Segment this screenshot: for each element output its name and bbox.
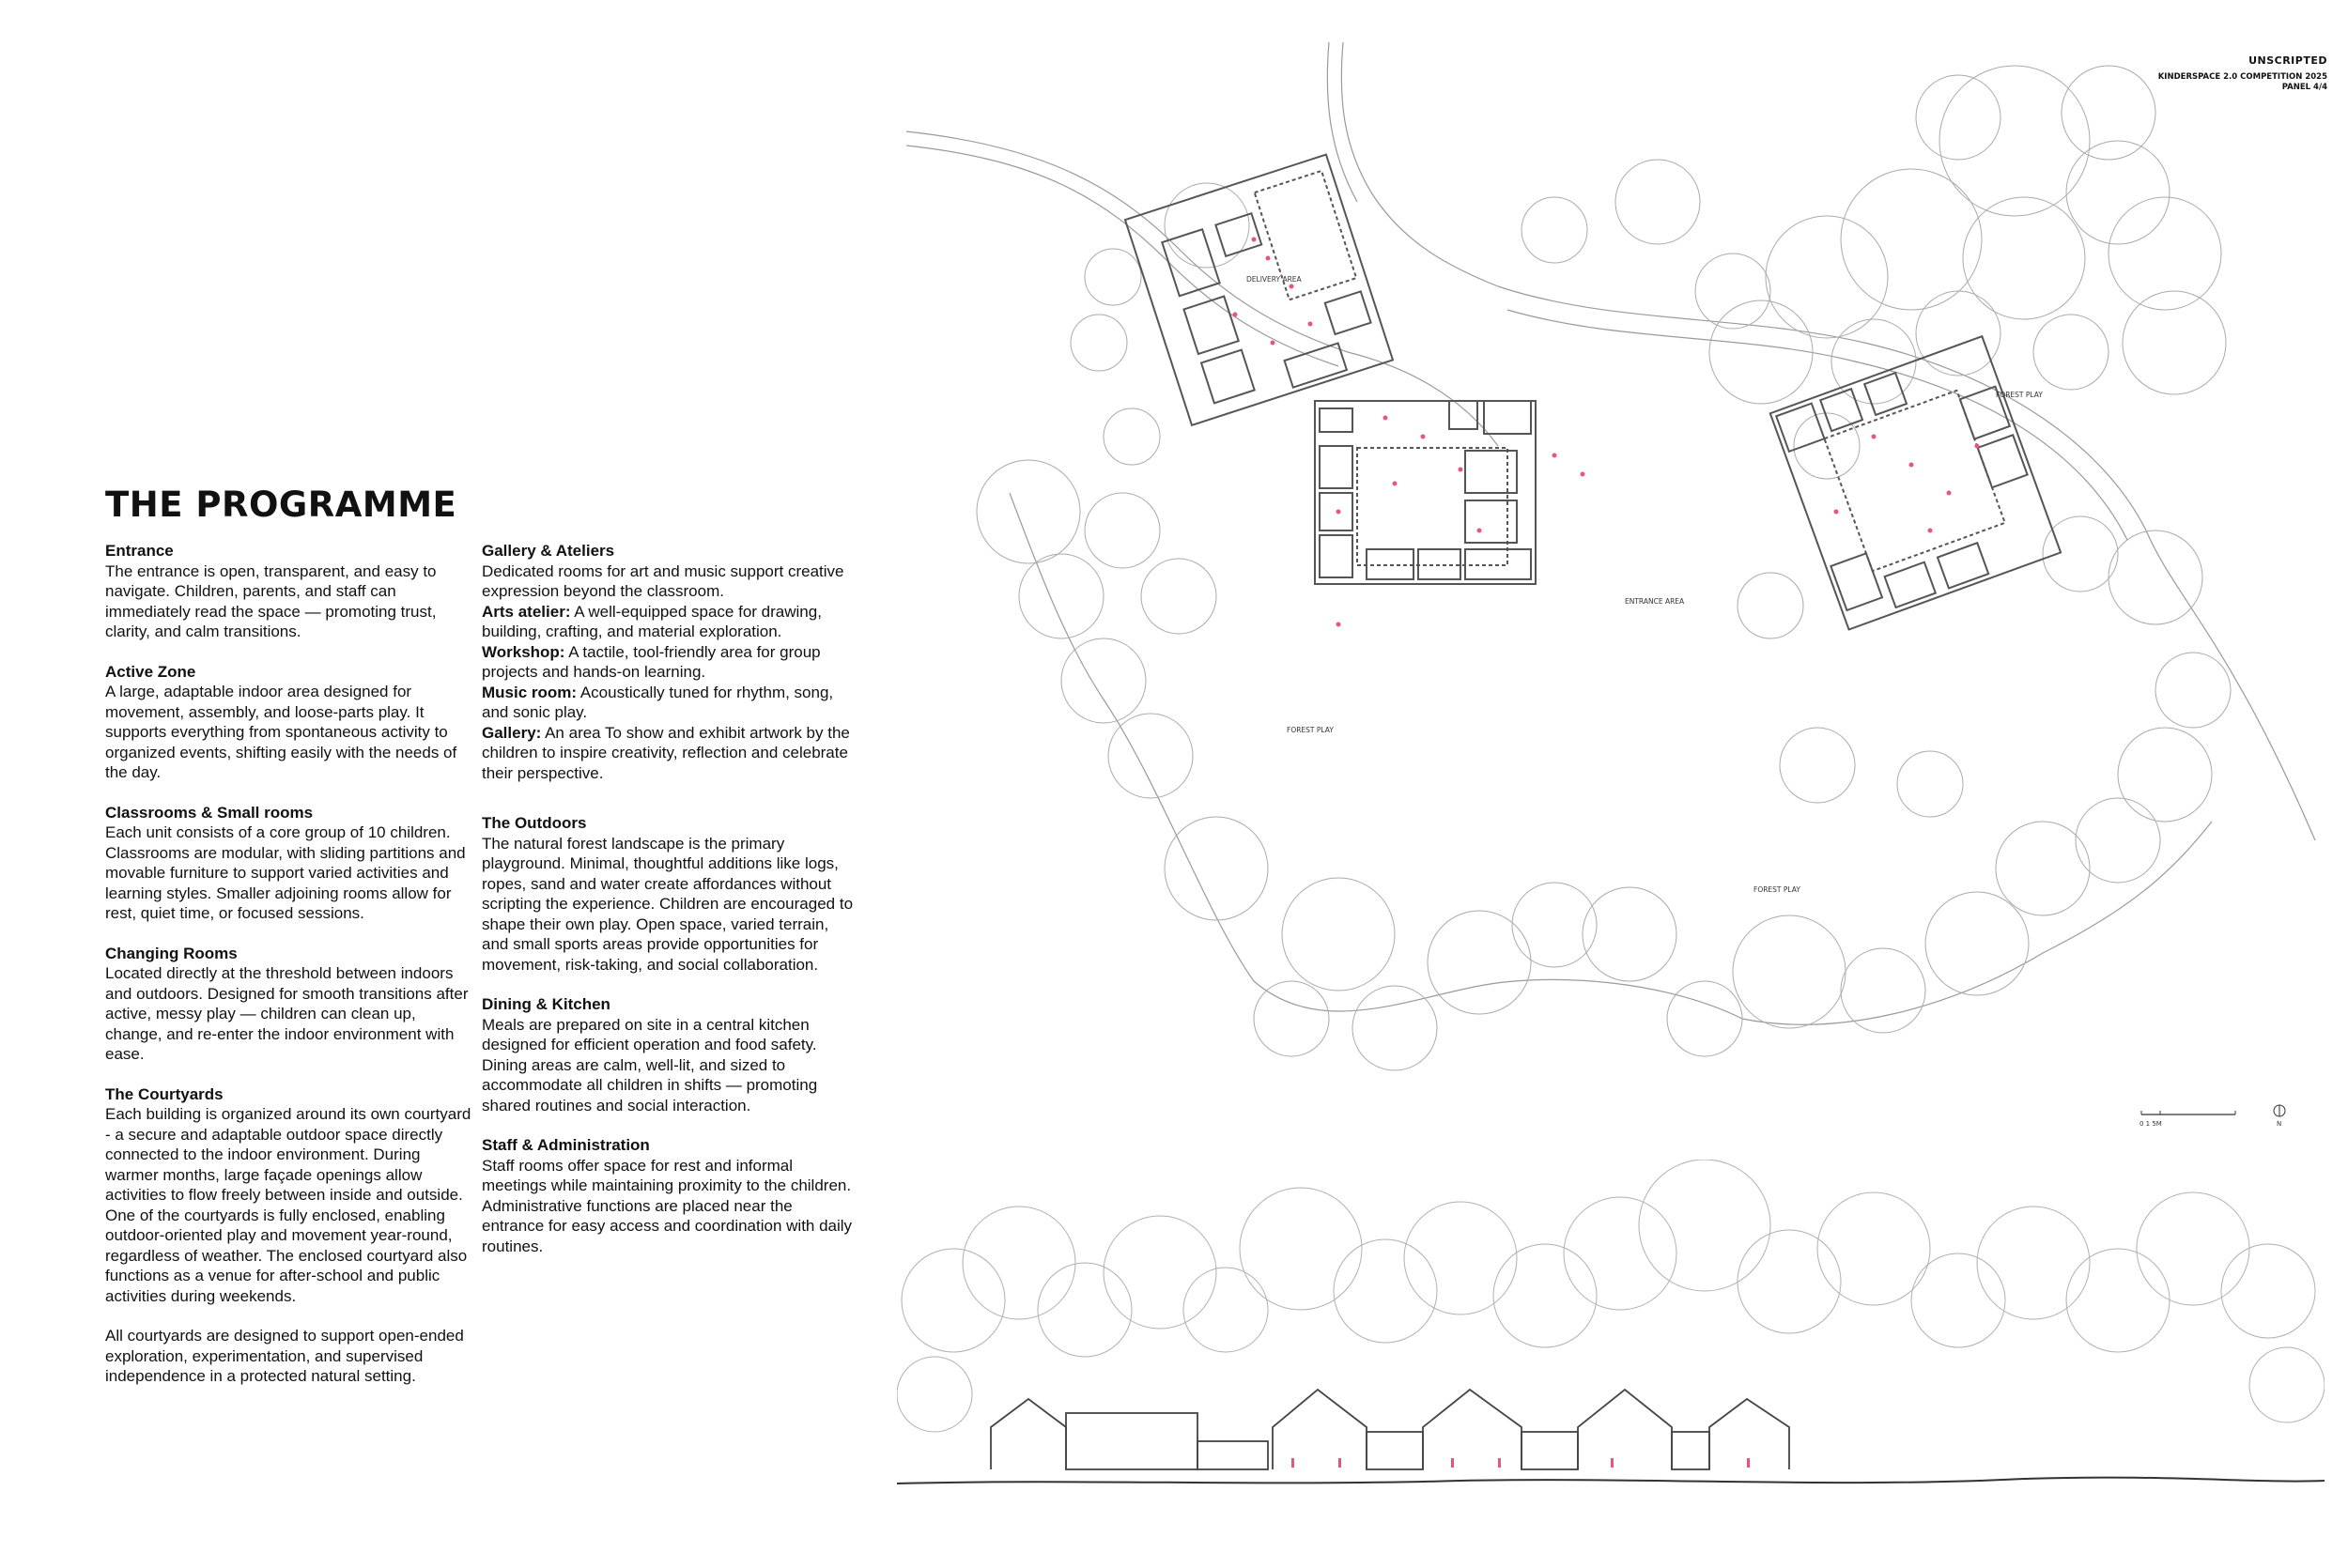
- label-forest-play-se: FOREST PLAY: [1753, 885, 1800, 894]
- section-body: Each building is organized around its own courtyard - a secure and adaptable outdoor space directly connected to the indoor environment. During warmer months, large façade openings allow activities to flow freely between inside and outside. One of the courtyards is fully enclosed, enabling outdoor-oriented play and movement year-round, regardless of weather. The enclosed courtyard also functions as a venue for after-school and public activities during weekends.: [105, 1105, 471, 1305]
- right-column: [482, 541, 857, 1276]
- section-heading: Dining & Kitchen: [482, 995, 610, 1013]
- site-plan: [897, 42, 2325, 1136]
- site-paths: [906, 42, 2315, 1024]
- panel-number: PANEL 4/4: [2281, 83, 2327, 92]
- section-entrance: [105, 541, 471, 642]
- item-label: Arts atelier:: [482, 602, 571, 621]
- section-staff: [482, 1135, 857, 1256]
- section-heading: The Courtyards: [105, 1084, 224, 1103]
- section-courtyards: [105, 1084, 471, 1387]
- section-body: Dedicated rooms for art and music support creative expression beyond the classroom.: [482, 561, 844, 600]
- section-active-zone: [105, 662, 471, 783]
- label-forest-play-w: FOREST PLAY: [1287, 726, 1334, 734]
- page-title: THE PROGRAMME: [105, 484, 457, 525]
- ground-line: [897, 1478, 2325, 1483]
- item-label: Workshop:: [482, 642, 565, 661]
- section-body: Located directly at the threshold between indoors and outdoors. Designed for smooth transitions after active, messy play — children can clean up, change, and re-enter the indoor environment with ease.: [105, 964, 469, 1063]
- music-room-item: [482, 683, 857, 723]
- competition-line: KINDERSPACE 2.0 COMPETITION 2025: [2157, 72, 2327, 82]
- building-central: [1315, 401, 1536, 584]
- section-trees: [897, 1160, 2325, 1432]
- building-east: [1770, 336, 2061, 629]
- item-text: Acoustically tuned for rhythm, song, and sonic play.: [482, 683, 834, 721]
- section-buildings: [991, 1390, 1789, 1469]
- left-column: [105, 541, 471, 1407]
- scale-label: 0 1 5M: [2139, 1120, 2162, 1128]
- label-forest-play-ne: FOREST PLAY: [1996, 391, 2043, 399]
- gallery-item: [482, 723, 857, 784]
- section-heading: Changing Rooms: [105, 944, 238, 962]
- site-section: [897, 1160, 2325, 1526]
- item-label: Gallery:: [482, 723, 542, 742]
- section-body: The natural forest landscape is the primary playground. Minimal, thoughtful additions like logs, ropes, sand and water create affordances without scripting the experience. Children are encouraged to shape their own play. Open space, varied terrain, and small sports areas provide opportunities for movement, risk-taking, and social collaboration.: [482, 834, 854, 974]
- section-outdoors: [482, 813, 857, 975]
- label-entrance-area: ENTRANCE AREA: [1625, 597, 1685, 606]
- arts-atelier-item: [482, 602, 857, 642]
- workshop-item: [482, 642, 857, 683]
- section-body: Each unit consists of a core group of 10 children. Classrooms are modular, with sliding partitions and movable furniture to support varied activities and learning styles. Smaller adjoining rooms allow for rest, quiet time, or focused sessions.: [105, 823, 466, 922]
- section-heading: Active Zone: [105, 662, 196, 681]
- scale-bar: [2137, 1103, 2296, 1131]
- brand-name: UNSCRIPTED: [2248, 54, 2327, 67]
- buildings: [1125, 155, 2061, 630]
- section-heading: Staff & Administration: [482, 1136, 650, 1154]
- section-figures: [1291, 1458, 1750, 1468]
- section-heading: The Outdoors: [482, 814, 587, 832]
- item-label: Music room:: [482, 683, 578, 701]
- section-heading: Entrance: [105, 542, 174, 560]
- section-heading: Gallery & Ateliers: [482, 542, 615, 560]
- section-body: A large, adaptable indoor area designed for movement, assembly, and loose-parts play. It supports everything from spontaneous activity to organized events, shifting easily with the needs of the day.: [105, 683, 457, 781]
- label-delivery-area: DELIVERY AREA: [1246, 275, 1302, 284]
- section-body: The entrance is open, transparent, and easy to navigate. Children, parents, and staff can immediately read the space — promoting trust, clarity, and calm transitions.: [105, 561, 437, 640]
- section-changing-rooms: [105, 944, 471, 1065]
- section-gallery: [482, 541, 857, 783]
- section-body-2: All courtyards are designed to support open-ended exploration, experimentation, and supervised independence in a protected natural setting.: [105, 1327, 464, 1385]
- item-text: An area To show and exhibit artwork by the children to inspire creativity, reflection and celebrate their perspective.: [482, 723, 850, 782]
- tree-canopies: [977, 66, 2231, 1070]
- section-classrooms: [105, 803, 471, 924]
- north-label: N: [2277, 1120, 2282, 1128]
- section-body: Meals are prepared on site in a central kitchen designed for efficient operation and food safety. Dining areas are calm, well-lit, and sized to accommodate all children in shifts — promoting shared routines and social interaction.: [482, 1015, 818, 1115]
- item-text: A tactile, tool-friendly area for group projects and hands-on learning.: [482, 642, 821, 681]
- section-dining: [482, 994, 857, 1115]
- section-heading: Classrooms & Small rooms: [105, 803, 314, 822]
- item-text: A well-equipped space for drawing, building, crafting, and material exploration.: [482, 602, 822, 640]
- section-body: Staff rooms offer space for rest and informal meetings while maintaining proximity to the children. Administrative functions are placed near the entrance for easy access and coordination with daily routines.: [482, 1156, 853, 1255]
- building-north: [1125, 155, 1393, 425]
